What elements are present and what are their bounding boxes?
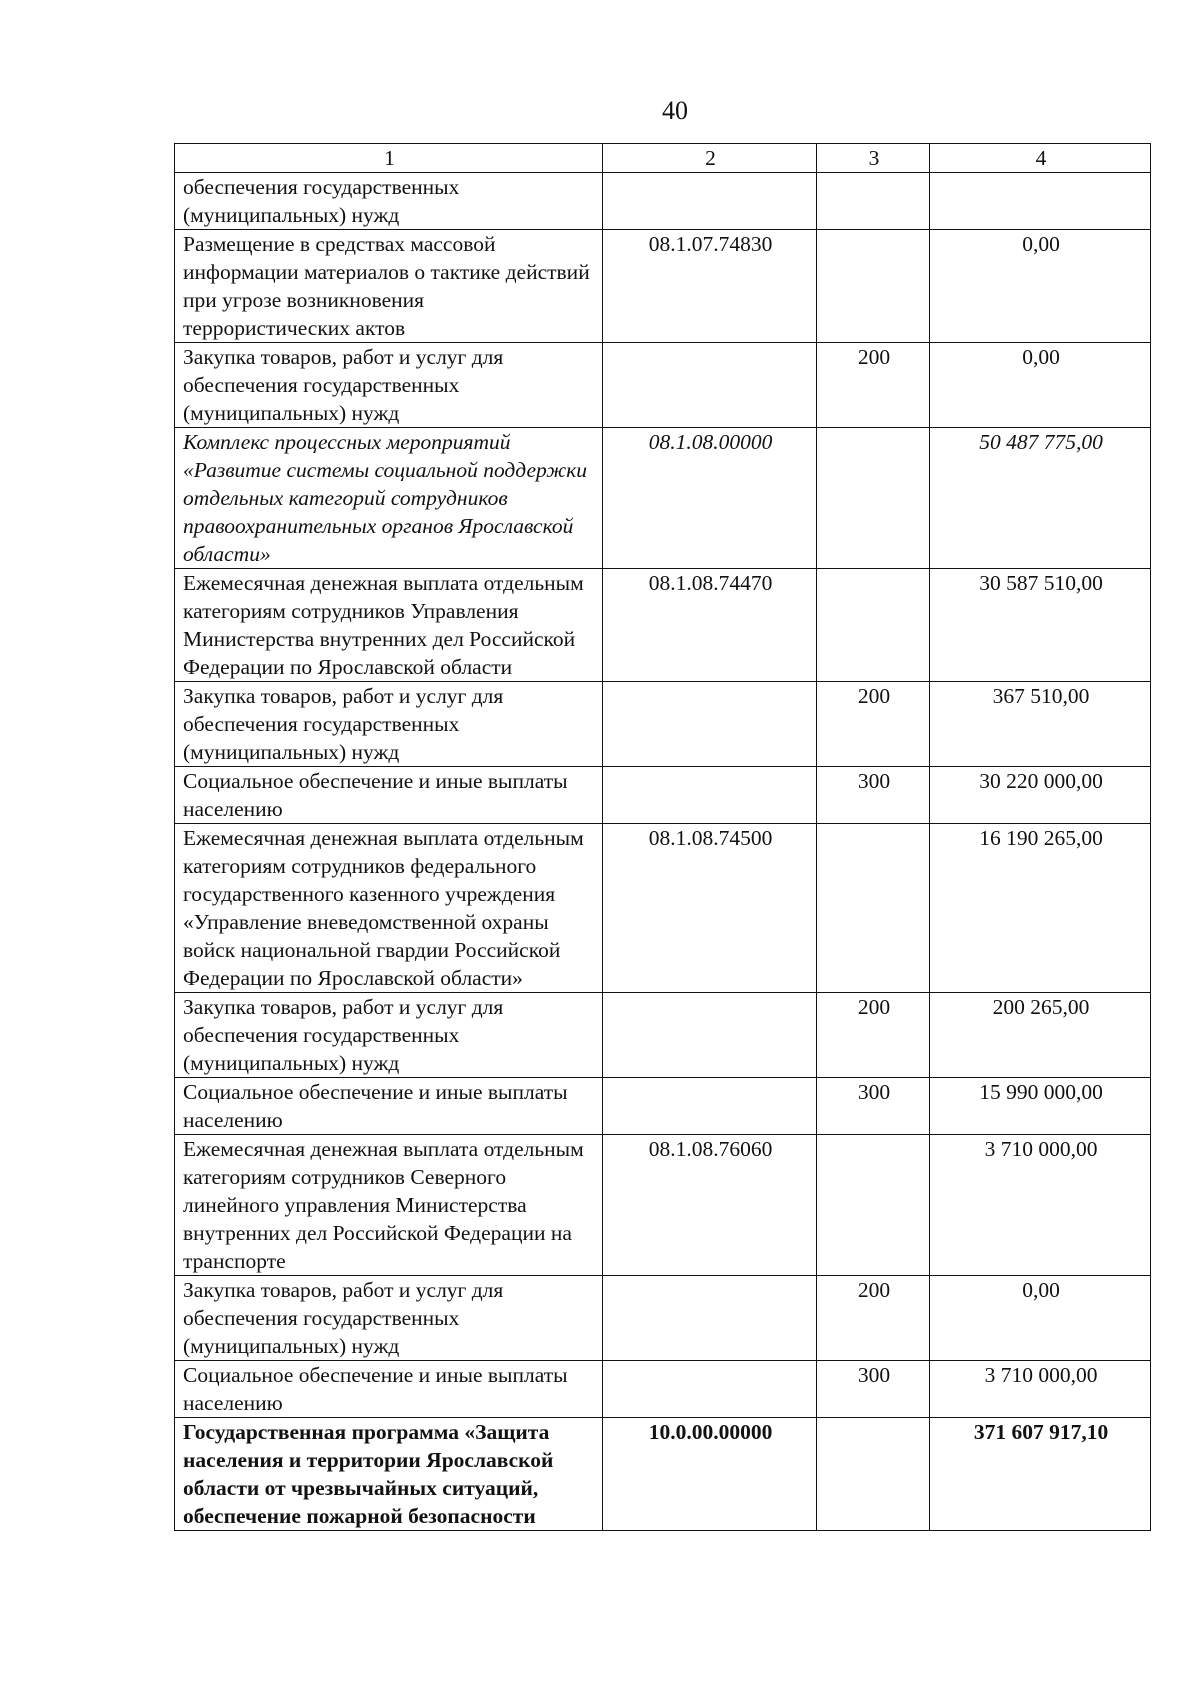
row-amount-cell: 371 607 917,10 xyxy=(930,1418,1151,1531)
row-name-cell: Закупка товаров, работ и услуг для обеспечения государственных (муниципальных) нужд xyxy=(175,993,603,1078)
row-amount-cell: 16 190 265,00 xyxy=(930,824,1151,993)
row-type-cell: 300 xyxy=(817,1078,930,1135)
row-name-cell: Социальное обеспечение и иные выплаты населению xyxy=(175,1078,603,1135)
row-code-cell xyxy=(603,993,817,1078)
row-amount-cell: 367 510,00 xyxy=(930,682,1151,767)
row-amount-cell: 3 710 000,00 xyxy=(930,1135,1151,1276)
row-code-cell xyxy=(603,1361,817,1418)
row-code-cell xyxy=(603,343,817,428)
row-type-cell xyxy=(817,1135,930,1276)
row-name-cell: обеспечения государственных (муниципальных) нужд xyxy=(175,173,603,230)
row-type-cell xyxy=(817,1418,930,1531)
row-name-cell: Размещение в средствах массовой информации материалов о тактике действий при угрозе возникновения террористических актов xyxy=(175,230,603,343)
row-name-cell: Закупка товаров, работ и услуг для обеспечения государственных (муниципальных) нужд xyxy=(175,1276,603,1361)
row-type-cell: 300 xyxy=(817,767,930,824)
table-row xyxy=(175,682,1151,767)
row-type-cell: 200 xyxy=(817,343,930,428)
row-amount-cell: 200 265,00 xyxy=(930,993,1151,1078)
row-type-cell xyxy=(817,824,930,993)
row-type-cell: 300 xyxy=(817,1361,930,1418)
row-type-cell xyxy=(817,230,930,343)
row-code-cell xyxy=(603,1078,817,1135)
row-amount-cell: 3 710 000,00 xyxy=(930,1361,1151,1418)
row-name-cell: Государственная программа «Защита населения и территории Ярославской области от чрезвычайных ситуаций, обеспечение пожарной безопасности xyxy=(175,1418,603,1531)
row-amount-cell: 30 587 510,00 xyxy=(930,569,1151,682)
row-name-cell: Ежемесячная денежная выплата отдельным категориям сотрудников Северного линейного управления Министерства внутренних дел Российской Федерации на транспорте xyxy=(175,1135,603,1276)
row-amount-cell xyxy=(930,173,1151,230)
row-type-cell xyxy=(817,173,930,230)
row-name-cell: Комплекс процессных мероприятий «Развитие системы социальной поддержки отдельных категорий сотрудников правоохранительных органов Ярославской области» xyxy=(175,428,603,569)
table-row xyxy=(175,428,1151,569)
header-col-2: 2 xyxy=(603,144,817,173)
row-code-cell: 10.0.00.00000 xyxy=(603,1418,817,1531)
row-name-cell: Закупка товаров, работ и услуг для обеспечения государственных (муниципальных) нужд xyxy=(175,343,603,428)
table-header-row xyxy=(175,144,1151,173)
row-amount-cell: 50 487 775,00 xyxy=(930,428,1151,569)
table-row xyxy=(175,1418,1151,1531)
row-name-cell: Социальное обеспечение и иные выплаты населению xyxy=(175,1361,603,1418)
row-code-cell xyxy=(603,767,817,824)
row-type-cell: 200 xyxy=(817,993,930,1078)
table-row xyxy=(175,993,1151,1078)
row-name-cell: Социальное обеспечение и иные выплаты населению xyxy=(175,767,603,824)
table-row xyxy=(175,173,1151,230)
header-col-4: 4 xyxy=(930,144,1151,173)
row-code-cell: 08.1.08.76060 xyxy=(603,1135,817,1276)
row-amount-cell: 15 990 000,00 xyxy=(930,1078,1151,1135)
table-row xyxy=(175,343,1151,428)
row-code-cell: 08.1.07.74830 xyxy=(603,230,817,343)
row-type-cell xyxy=(817,569,930,682)
row-amount-cell: 0,00 xyxy=(930,1276,1151,1361)
table-row xyxy=(175,1276,1151,1361)
row-type-cell xyxy=(817,428,930,569)
table-row xyxy=(175,767,1151,824)
row-code-cell: 08.1.08.00000 xyxy=(603,428,817,569)
row-name-cell: Ежемесячная денежная выплата отдельным категориям сотрудников Управления Министерства внутренних дел Российской Федерации по Ярославской области xyxy=(175,569,603,682)
row-code-cell xyxy=(603,173,817,230)
row-amount-cell: 0,00 xyxy=(930,230,1151,343)
budget-table xyxy=(174,143,1151,1531)
row-amount-cell: 30 220 000,00 xyxy=(930,767,1151,824)
row-type-cell: 200 xyxy=(817,682,930,767)
row-type-cell: 200 xyxy=(817,1276,930,1361)
table-row xyxy=(175,1361,1151,1418)
table-row xyxy=(175,230,1151,343)
row-code-cell xyxy=(603,682,817,767)
row-code-cell: 08.1.08.74500 xyxy=(603,824,817,993)
table-row xyxy=(175,1078,1151,1135)
row-name-cell: Ежемесячная денежная выплата отдельным категориям сотрудников федерального государственного казенного учреждения «Управление вневедомственной охраны войск национальной гвардии Российской Федерации по Ярославской области» xyxy=(175,824,603,993)
table-row xyxy=(175,1135,1151,1276)
header-col-3: 3 xyxy=(817,144,930,173)
row-amount-cell: 0,00 xyxy=(930,343,1151,428)
row-name-cell: Закупка товаров, работ и услуг для обеспечения государственных (муниципальных) нужд xyxy=(175,682,603,767)
page-number: 40 xyxy=(662,96,688,125)
row-code-cell: 08.1.08.74470 xyxy=(603,569,817,682)
header-col-1: 1 xyxy=(175,144,603,173)
table-row xyxy=(175,569,1151,682)
table-row xyxy=(175,824,1151,993)
row-code-cell xyxy=(603,1276,817,1361)
